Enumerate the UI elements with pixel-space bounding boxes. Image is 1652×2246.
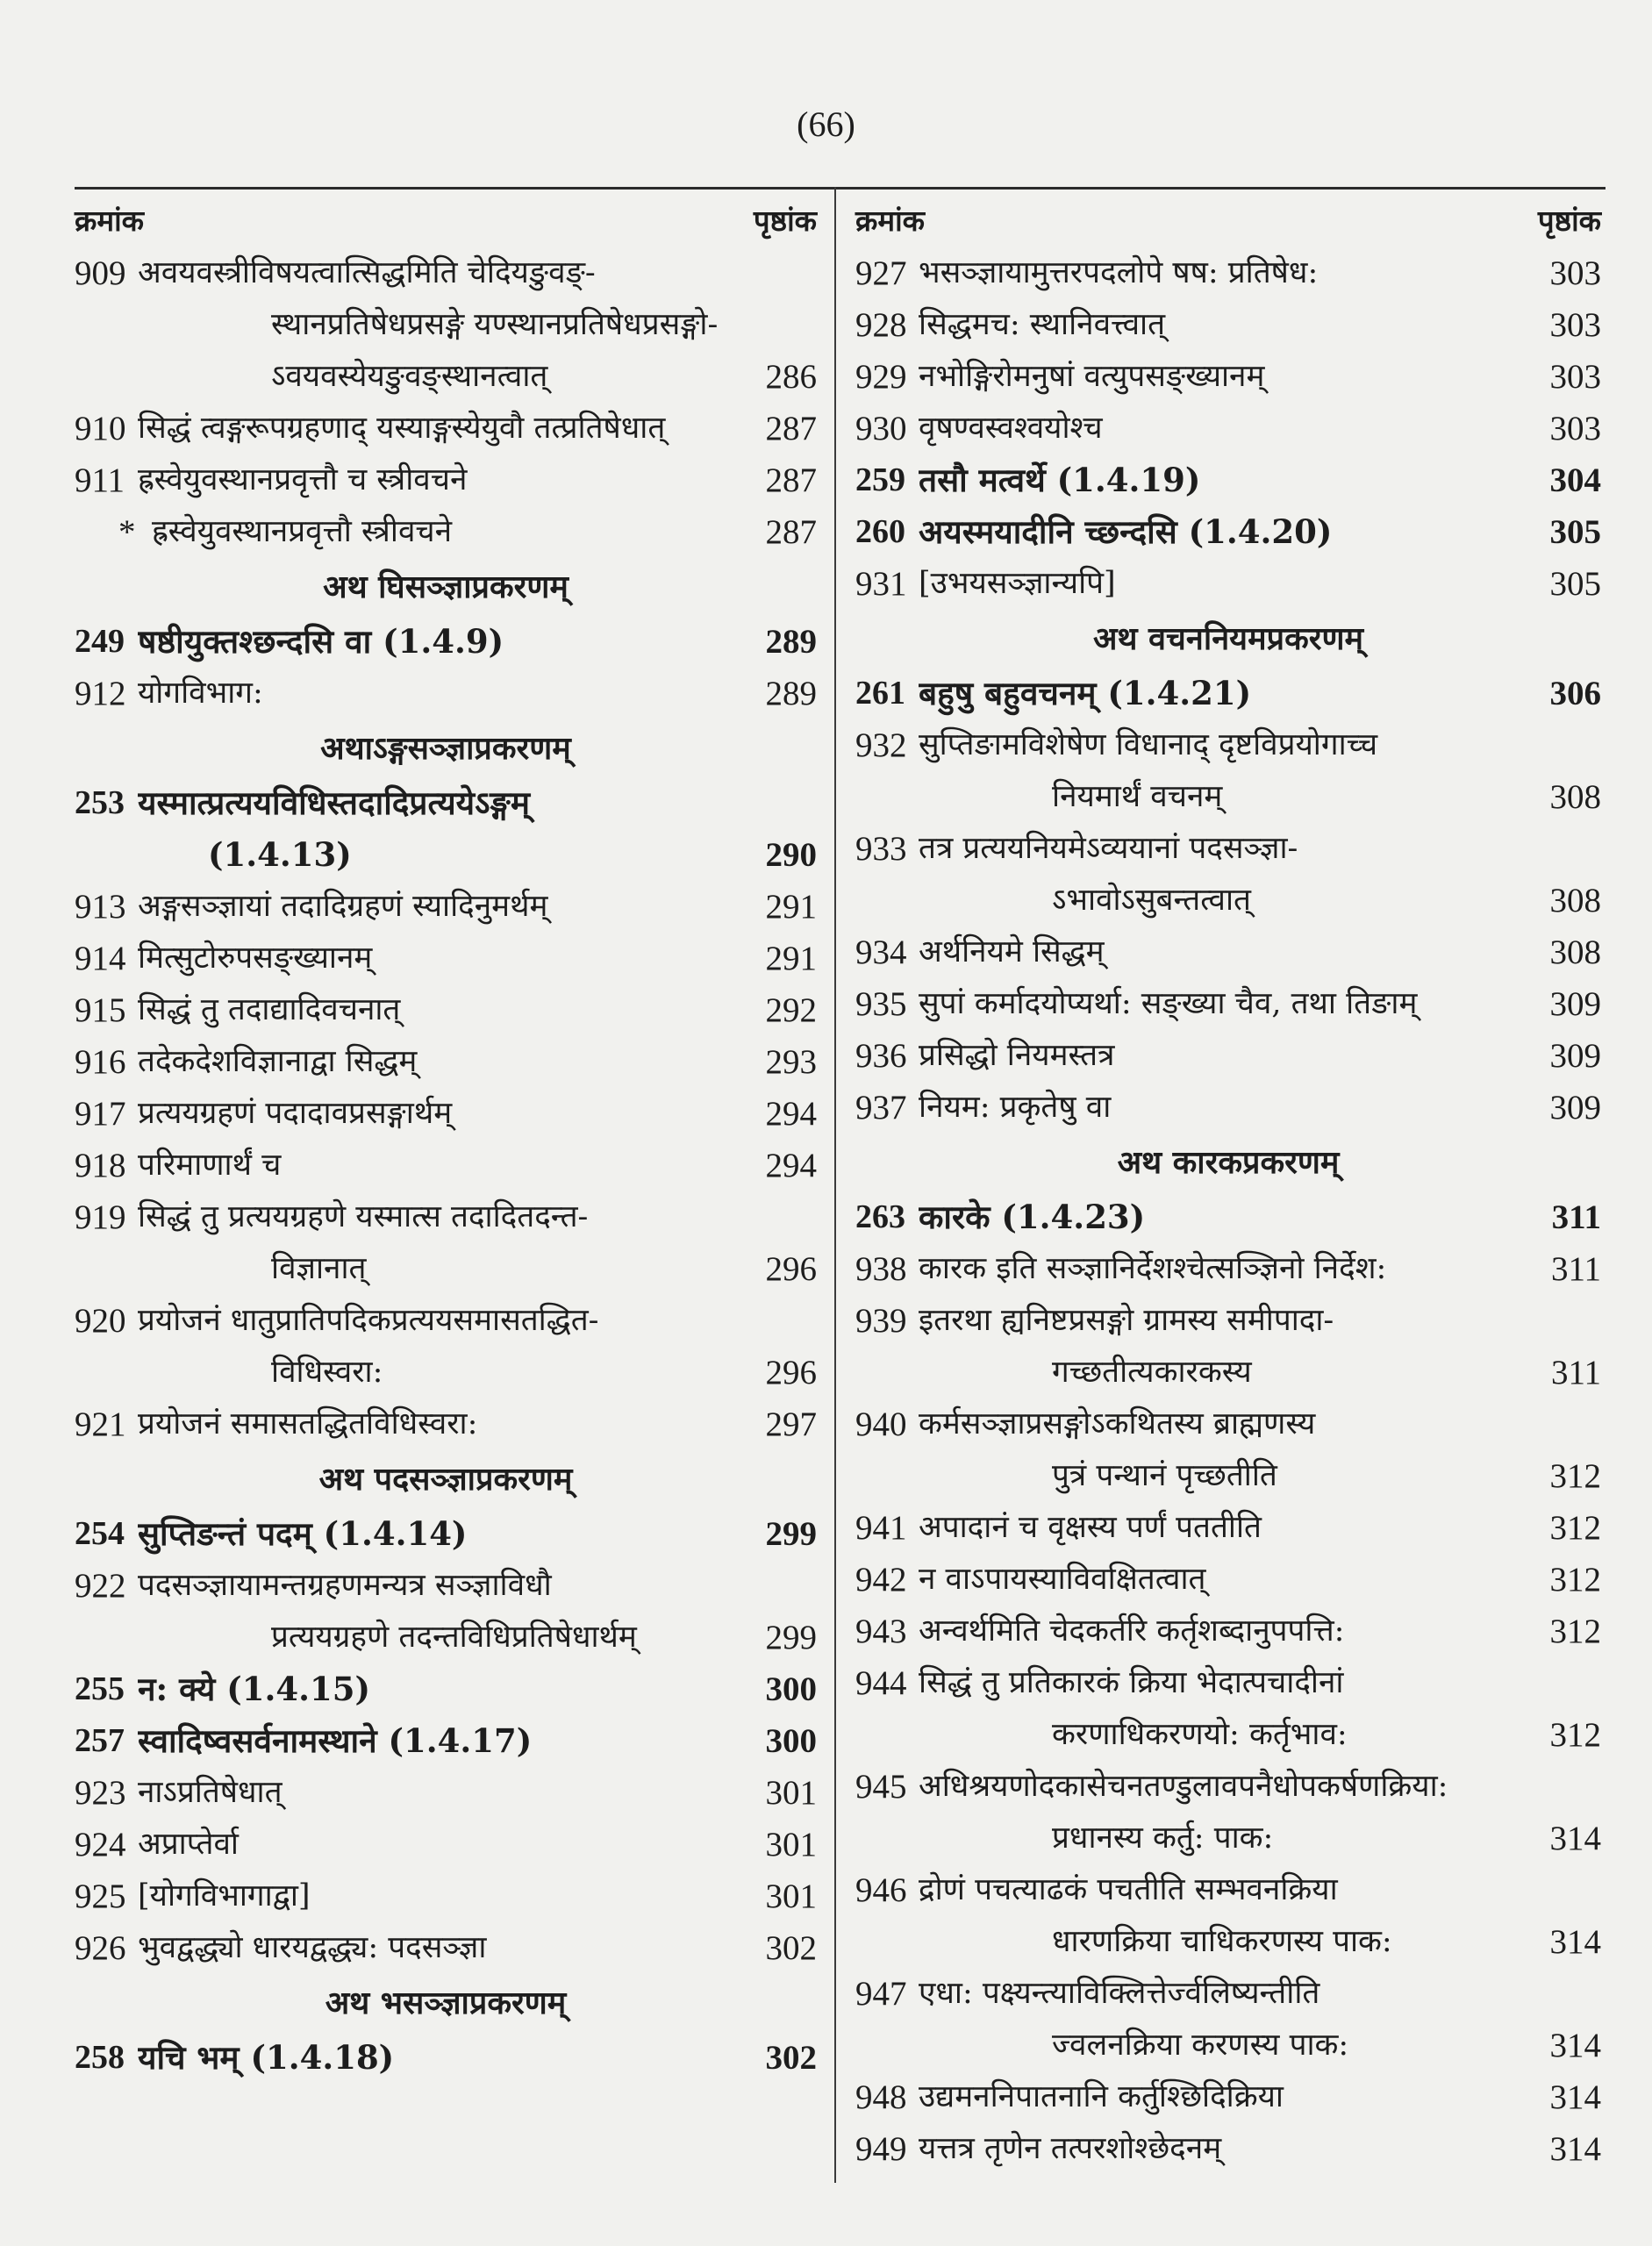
entry-number: * xyxy=(118,513,136,551)
entry-page: 291 xyxy=(765,888,817,926)
entry-text: न वाऽपायस्याविवक्षितत्वात् xyxy=(919,1562,1206,1597)
entry-text: परिमाणार्थं च xyxy=(138,1148,282,1183)
index-entry xyxy=(855,1295,1601,1347)
entry-text: कारके (1.4.23) xyxy=(919,1198,1146,1236)
index-entry xyxy=(855,558,1601,610)
index-entry xyxy=(855,2020,1601,2071)
index-entry xyxy=(855,978,1601,1030)
entry-text: यस्मात्प्रत्ययविधिस्तदादिप्रत्ययेऽङ्गम् xyxy=(138,783,530,822)
entry-number: 910 xyxy=(75,410,126,447)
entry-text: गच्छतीत्यकारकस्य xyxy=(1052,1355,1252,1390)
entry-page: 303 xyxy=(1549,410,1601,447)
entry-text: अयस्मयादीनि च्छन्दसि (1.4.20) xyxy=(919,512,1333,551)
index-entry xyxy=(75,506,817,558)
index-entry xyxy=(75,1140,817,1191)
serial-header: क्रमांक xyxy=(75,204,144,238)
entry-page: 312 xyxy=(1549,1457,1601,1495)
entry-text: प्रत्ययग्रहणं पदादावप्रसङ्गार्थम् xyxy=(138,1096,453,1131)
entry-text: सिद्धं तु तदाद्यादिवचनात् xyxy=(138,992,401,1027)
index-entry xyxy=(75,299,817,351)
section-heading: अथ वचननियमप्रकरणम् xyxy=(1092,620,1364,657)
serial-header: क्रमांक xyxy=(855,204,925,238)
index-entry xyxy=(75,1715,817,1767)
entry-page: 294 xyxy=(765,1095,817,1133)
entry-page: 303 xyxy=(1549,358,1601,396)
entry-text: पुत्रं पन्थानं पृच्छतीति xyxy=(1052,1458,1277,1493)
index-entry xyxy=(75,1767,817,1819)
entry-text: यत्तत्र तृणेन तत्परशोश्छेदनम् xyxy=(919,2131,1222,2166)
entry-text: अन्वर्थमिति चेदकर्तरि कर्तृशब्दानुपपत्ति: xyxy=(919,1613,1345,1649)
entry-number: 943 xyxy=(855,1613,907,1650)
entry-text: नभोङ्गिरोमनुषां वत्युपसङ्ख्यानम् xyxy=(919,359,1265,394)
entry-page: 290 xyxy=(765,836,817,874)
entry-number: 932 xyxy=(855,726,907,764)
entry-number: 254 xyxy=(75,1515,125,1552)
entry-page: 287 xyxy=(765,513,817,551)
entry-number: 911 xyxy=(75,461,125,499)
entry-text: अपादानं च वृक्षस्य पर्णं पततीति xyxy=(919,1510,1262,1545)
index-entry xyxy=(855,875,1601,926)
entry-page: 305 xyxy=(1549,565,1601,603)
index-entry xyxy=(855,1554,1601,1606)
entry-number: 929 xyxy=(855,358,907,396)
entry-text: सिद्धं तु प्रतिकारकं क्रिया भेदात्पचादीनां xyxy=(919,1665,1344,1700)
entry-text: अधिश्रयणोदकासेचनतण्डुलावपनैधोपकर्षणक्रिया: xyxy=(919,1769,1448,1804)
index-entry xyxy=(75,1508,817,1560)
section-heading: अथ पदसञ्ज्ञाप्रकरणम् xyxy=(318,1461,573,1498)
entry-text: सिद्धमच: स्थानिवत्त्वात् xyxy=(919,307,1166,342)
index-entry xyxy=(855,351,1601,403)
entry-text: धारणक्रिया चाधिकरणस्य पाक: xyxy=(1052,1924,1392,1959)
entry-number: 942 xyxy=(855,1561,907,1599)
right-entry-list xyxy=(855,247,1601,2175)
entry-text: उद्यमननिपातनानि कर्तुश्छिदिक्रिया xyxy=(919,2079,1284,2114)
entry-text: भसञ्ज्ञायामुत्तरपदलोपे षष: प्रतिषेध: xyxy=(919,255,1319,290)
entry-text: अङ्गसञ्ज्ञायां तदादिग्रहणं स्यादिनुमर्थम् xyxy=(138,889,548,924)
entry-number: 933 xyxy=(855,830,907,868)
entry-text: प्रत्ययग्रहणे तदन्तविधिप्रतिषेधार्थम् xyxy=(271,1620,637,1655)
index-entry xyxy=(855,823,1601,875)
entry-page: 314 xyxy=(1549,2078,1601,2116)
page-header: पृष्ठांक xyxy=(753,204,817,238)
index-entry xyxy=(855,1450,1601,1502)
entry-number: 941 xyxy=(855,1509,907,1547)
index-entry xyxy=(75,933,817,984)
entry-page: 300 xyxy=(765,1722,817,1760)
entry-page: 309 xyxy=(1549,1089,1601,1127)
entry-page: 304 xyxy=(1549,461,1601,499)
index-entry xyxy=(75,2032,817,2084)
index-entry xyxy=(75,984,817,1036)
entry-text: सिद्धं तु प्रत्ययग्रहणे यस्मात्स तदादितदन्त- xyxy=(138,1199,589,1234)
entry-number: 935 xyxy=(855,985,907,1023)
entry-page: 296 xyxy=(765,1250,817,1288)
index-entry xyxy=(855,1082,1601,1134)
index-entry xyxy=(75,1243,817,1295)
entry-text: प्रयोजनं धातुप्रातिपदिकप्रत्ययसमासतद्धित- xyxy=(138,1303,599,1338)
entry-text: इतरथा ह्यनिष्टप्रसङ्गो ग्रामस्य समीपादा- xyxy=(919,1303,1334,1338)
section-heading: अथ कारकप्रकरणम् xyxy=(1117,1144,1340,1181)
entry-number: 948 xyxy=(855,2078,907,2116)
index-entry xyxy=(75,351,817,403)
index-entry xyxy=(855,771,1601,823)
entry-page: 287 xyxy=(765,410,817,447)
index-entry xyxy=(75,616,817,668)
index-entry xyxy=(75,1398,817,1450)
index-entry xyxy=(855,1606,1601,1657)
entry-text: सुपां कर्मादयोप्यर्था: सङ्ख्या चैव, तथा तिङाम् xyxy=(919,986,1418,1021)
entry-text: तत्र प्रत्ययनियमेऽव्ययानां पदसञ्ज्ञा- xyxy=(919,831,1298,866)
entry-number: 909 xyxy=(75,254,126,292)
entry-page: 299 xyxy=(765,1619,817,1656)
entry-number: 249 xyxy=(75,623,125,660)
entry-number: 918 xyxy=(75,1147,126,1184)
entry-text: (1.4.13) xyxy=(208,835,352,874)
entry-text: मित्सुटोरुपसङ्ख्यानम् xyxy=(138,941,373,976)
entry-page: 308 xyxy=(1549,882,1601,919)
entry-page: 303 xyxy=(1549,306,1601,344)
entry-text: भुवद्वद्ध्यो धारयद्वद्ध्य: पदसञ्ज्ञा xyxy=(138,1930,487,1965)
index-entry xyxy=(855,2123,1601,2175)
entry-page: 301 xyxy=(765,1878,817,1915)
entry-number: 919 xyxy=(75,1198,126,1236)
entry-page: 312 xyxy=(1549,1613,1601,1650)
entry-number: 258 xyxy=(75,2039,125,2076)
entry-number: 263 xyxy=(855,1198,905,1235)
index-entry xyxy=(855,1657,1601,1709)
entry-page: 301 xyxy=(765,1774,817,1812)
left-column-header xyxy=(75,195,817,247)
page-header: पृष्ठांक xyxy=(1537,204,1601,238)
entry-text: ऽवयवस्येयङुवङ्स्थानत्वात् xyxy=(271,359,548,394)
index-entry xyxy=(855,2071,1601,2123)
entry-page: 314 xyxy=(1549,1820,1601,1857)
section-heading: अथाऽङ्गसञ्ज्ञाप्रकरणम् xyxy=(320,730,571,767)
index-entry xyxy=(75,454,817,506)
right-column-header xyxy=(855,195,1601,247)
entry-number: 917 xyxy=(75,1095,126,1133)
index-entry xyxy=(855,1968,1601,2020)
entry-text: षष्ठीयुक्तश्छन्दसि वा (1.4.9) xyxy=(138,622,504,661)
index-entry xyxy=(75,668,817,719)
entry-number: 939 xyxy=(855,1302,907,1340)
index-entry xyxy=(855,1243,1601,1295)
index-entry xyxy=(75,1036,817,1088)
entry-number: 260 xyxy=(855,513,905,550)
entry-number: 915 xyxy=(75,991,126,1029)
entry-page: 301 xyxy=(765,1826,817,1863)
entry-number: 261 xyxy=(855,675,905,712)
entry-text: सुप्तिङामविशेषेण विधानाद् दृष्टविप्रयोगाच्च xyxy=(919,727,1378,762)
entry-text: न: क्ये (1.4.15) xyxy=(138,1670,370,1708)
entry-text: ह्रस्वेयुवस्थानप्रवृत्तौ स्त्रीवचने xyxy=(152,514,453,549)
entry-text: प्रयोजनं समासतद्धितविधिस्वरा: xyxy=(138,1406,478,1441)
entry-number: 925 xyxy=(75,1878,126,1915)
entry-page: 311 xyxy=(1550,1354,1601,1391)
index-entry xyxy=(75,1612,817,1663)
entry-page: 314 xyxy=(1549,2027,1601,2064)
index-entry xyxy=(75,777,817,829)
index-entry xyxy=(75,403,817,454)
index-entry xyxy=(75,1870,817,1922)
index-entry xyxy=(855,1813,1601,1864)
entry-number: 937 xyxy=(855,1089,907,1127)
entry-text: द्रोणं पचत्याढकं पचतीति सम्भवनक्रिया xyxy=(919,1872,1338,1907)
entry-number: 928 xyxy=(855,306,907,344)
entry-text: ह्रस्वेयुवस्थानप्रवृत्तौ च स्त्रीवचने xyxy=(138,462,468,497)
entry-text: अवयवस्त्रीविषयत्वात्सिद्धमिति चेदियङुवङ्- xyxy=(138,255,596,290)
entry-page: 297 xyxy=(765,1406,817,1443)
entry-page: 302 xyxy=(765,1929,817,1967)
entry-page: 294 xyxy=(765,1147,817,1184)
index-entry xyxy=(75,1191,817,1243)
page-number: (66) xyxy=(797,104,855,144)
entry-number: 944 xyxy=(855,1664,907,1702)
index-entry xyxy=(855,719,1601,771)
index-entry xyxy=(75,247,817,299)
index-entry xyxy=(855,247,1601,299)
entry-text: बहुषु बहुवचनम् (1.4.21) xyxy=(919,674,1252,712)
entry-text: कर्मसञ्ज्ञाप्रसङ्गोऽकथितस्य ब्राह्मणस्य xyxy=(919,1406,1316,1441)
entry-page: 299 xyxy=(765,1515,817,1553)
entry-text: नियमार्थं वचनम् xyxy=(1052,779,1223,814)
entry-number: 912 xyxy=(75,675,126,712)
entry-page: 292 xyxy=(765,991,817,1029)
entry-number: 927 xyxy=(855,254,907,292)
entry-text: [योगविभागाद्वा] xyxy=(138,1878,311,1913)
entry-text: यचि भम् (1.4.18) xyxy=(138,2038,395,2077)
entry-page: 303 xyxy=(1549,254,1601,292)
entry-text: ज्वलनक्रिया करणस्य पाक: xyxy=(1052,2028,1349,2063)
entry-page: 305 xyxy=(1549,513,1601,551)
index-entry xyxy=(855,506,1601,558)
entry-text: वृषण्वस्वश्वयोश्च xyxy=(919,411,1103,446)
entry-number: 924 xyxy=(75,1826,126,1863)
entry-text: प्रसिद्धो नियमस्तत्र xyxy=(919,1038,1115,1073)
index-entry xyxy=(855,1030,1601,1082)
entry-number: 914 xyxy=(75,940,126,977)
entry-number: 253 xyxy=(75,784,125,821)
index-entry xyxy=(75,1819,817,1870)
entry-text: सिद्धं त्वङ्गरूपग्रहणाद् यस्याङ्गस्येयुवौ तत्प्रतिषेधात् xyxy=(138,411,666,446)
entry-page: 311 xyxy=(1550,1250,1601,1288)
entry-page: 314 xyxy=(1549,2130,1601,2168)
index-entry xyxy=(75,829,817,881)
index-entry xyxy=(75,1088,817,1140)
index-entry xyxy=(855,1398,1601,1450)
entry-text: सुप्तिङन्तं पदम् (1.4.14) xyxy=(138,1514,468,1553)
entry-page: 306 xyxy=(1549,675,1601,712)
entry-number: 940 xyxy=(855,1406,907,1443)
entry-number: 257 xyxy=(75,1722,125,1759)
entry-text: अर्थनियमे सिद्धम् xyxy=(919,934,1105,969)
entry-text: अप्राप्तेर्वा xyxy=(138,1827,239,1862)
index-entry xyxy=(855,1916,1601,1968)
index-entry xyxy=(75,1922,817,1974)
entry-text: एधा: पक्ष्यन्त्याविक्लित्तेर्ज्वलिष्यन्तीति xyxy=(919,1976,1320,2011)
entry-page: 308 xyxy=(1549,778,1601,816)
entry-page: 308 xyxy=(1549,933,1601,971)
entry-text: तदेकदेशविज्ञानाद्वा सिद्धम् xyxy=(138,1044,418,1079)
entry-text: करणाधिकरणयो: कर्तृभाव: xyxy=(1052,1717,1348,1752)
entry-text: प्रधानस्य कर्तु: पाक: xyxy=(1052,1820,1274,1856)
entry-text: स्वादिष्वसर्वनामस्थाने (1.4.17) xyxy=(138,1721,533,1760)
index-entry xyxy=(855,1347,1601,1398)
entry-number: 926 xyxy=(75,1929,126,1967)
entry-page: 309 xyxy=(1549,985,1601,1023)
entry-text: स्थानप्रतिषेधप्रसङ्गे यण्स्थानप्रतिषेधप्रसङ्गो- xyxy=(271,307,719,342)
entry-text: पदसञ्ज्ञायामन्तग्रहणमन्यत्र सञ्ज्ञाविधौ xyxy=(138,1568,552,1603)
entry-text: कारक इति सञ्ज्ञानिर्देशश्चेत्सञ्ज्ञिनो निर्देश: xyxy=(919,1251,1387,1286)
entry-text: विज्ञानात् xyxy=(271,1251,367,1286)
entry-page: 302 xyxy=(765,2039,817,2077)
section-heading: अथ घिसञ्ज्ञाप्रकरणम् xyxy=(323,569,569,605)
index-entry xyxy=(855,299,1601,351)
entry-text: नियम: प्रकृतेषु वा xyxy=(919,1090,1112,1125)
entry-number: 947 xyxy=(855,1975,907,2013)
entry-text: नाऽप्रतिषेधात् xyxy=(138,1775,282,1810)
entry-number: 936 xyxy=(855,1037,907,1075)
entry-number: 921 xyxy=(75,1406,126,1443)
entry-number: 934 xyxy=(855,933,907,971)
index-entry xyxy=(75,881,817,933)
index-entry xyxy=(75,1663,817,1715)
entry-page: 309 xyxy=(1549,1037,1601,1075)
index-entry xyxy=(855,668,1601,719)
left-entry-list xyxy=(75,247,817,2084)
index-entry xyxy=(75,1295,817,1347)
entry-number: 930 xyxy=(855,410,907,447)
entry-number: 946 xyxy=(855,1871,907,1909)
top-rule xyxy=(75,187,1606,190)
entry-number: 920 xyxy=(75,1302,126,1340)
index-entry xyxy=(855,1761,1601,1813)
entry-page: 291 xyxy=(765,940,817,977)
index-entry xyxy=(855,454,1601,506)
index-entry xyxy=(855,403,1601,454)
entry-page: 289 xyxy=(765,623,817,661)
column-divider xyxy=(834,187,836,2183)
entry-number: 931 xyxy=(855,565,907,603)
entry-number: 922 xyxy=(75,1567,126,1605)
entry-number: 923 xyxy=(75,1774,126,1812)
index-entry xyxy=(855,1709,1601,1761)
entry-number: 916 xyxy=(75,1043,126,1081)
entry-page: 296 xyxy=(765,1354,817,1391)
entry-page: 293 xyxy=(765,1043,817,1081)
left-column xyxy=(75,195,817,2084)
index-entry xyxy=(855,1502,1601,1554)
entry-number: 938 xyxy=(855,1250,907,1288)
index-entry xyxy=(855,926,1601,978)
entry-page: 289 xyxy=(765,675,817,712)
index-entry xyxy=(75,1347,817,1398)
entry-text: तसौ मत्वर्थे (1.4.19) xyxy=(919,461,1201,499)
entry-number: 913 xyxy=(75,888,126,926)
entry-number: 945 xyxy=(855,1768,907,1806)
entry-page: 312 xyxy=(1549,1716,1601,1754)
right-column xyxy=(855,195,1601,2175)
entry-page: 311 xyxy=(1551,1198,1601,1236)
entry-number: 259 xyxy=(855,461,905,498)
entry-text: विधिस्वरा: xyxy=(271,1355,383,1390)
entry-number: 949 xyxy=(855,2130,907,2168)
index-entry xyxy=(855,1864,1601,1916)
entry-page: 312 xyxy=(1549,1561,1601,1599)
index-entry xyxy=(75,1560,817,1612)
entry-page: 286 xyxy=(765,358,817,396)
entry-text: ऽभावोऽसुबन्तत्वात् xyxy=(1052,883,1252,918)
entry-page: 300 xyxy=(765,1670,817,1708)
entry-page: 312 xyxy=(1549,1509,1601,1547)
entry-page: 287 xyxy=(765,461,817,499)
entry-text: [उभयसञ्ज्ञान्यपि] xyxy=(919,566,1116,601)
section-heading: अथ भसञ्ज्ञाप्रकरणम् xyxy=(325,1985,567,2021)
entry-number: 255 xyxy=(75,1670,125,1707)
entry-page: 314 xyxy=(1549,1923,1601,1961)
index-entry xyxy=(855,1191,1601,1243)
entry-text: योगविभाग: xyxy=(138,676,263,711)
